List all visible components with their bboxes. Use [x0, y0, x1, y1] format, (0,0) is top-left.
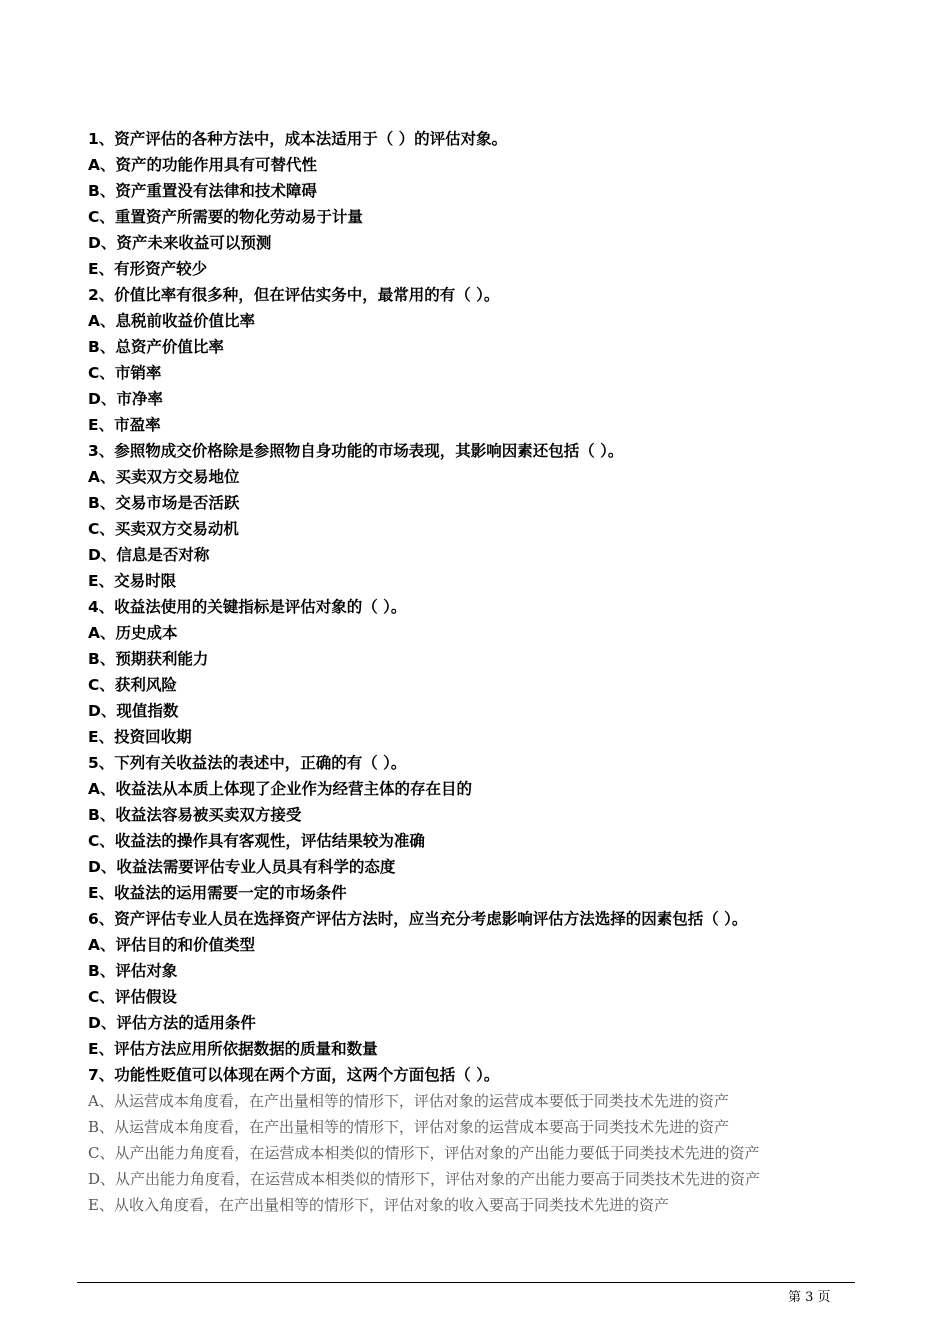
option-text: B、交易市场是否活跃 — [88, 494, 240, 512]
option-text: E、评估方法应用所依据数据的质量和数量 — [88, 1040, 378, 1058]
option-text: D、从产出能力角度看，在运营成本相类似的情形下，评估对象的产出能力要高于同类技术先进的资产 — [88, 1170, 761, 1188]
question-text: 4、收益法使用的关键指标是评估对象的（ ）。 — [88, 598, 407, 616]
option-text: B、资产重置没有法律和技术障碍 — [88, 182, 317, 200]
option-text: C、买卖双方交易动机 — [88, 520, 239, 538]
option-text: C、市销率 — [88, 364, 162, 382]
option-text: D、收益法需要评估专业人员具有科学的态度 — [88, 858, 396, 876]
question-text: 3、参照物成交价格除是参照物自身功能的市场表现，其影响因素还包括（ ）。 — [88, 442, 624, 460]
option-text: D、评估方法的适用条件 — [88, 1014, 256, 1032]
option-text: C、评估假设 — [88, 988, 177, 1006]
footer-divider — [77, 1282, 855, 1283]
option-text: E、投资回收期 — [88, 728, 192, 746]
page-number: 第 3 页 — [788, 1290, 831, 1305]
question-text: 5、下列有关收益法的表述中，正确的有（ ）。 — [88, 754, 407, 772]
option-text: C、重置资产所需要的物化劳动易于计量 — [88, 208, 363, 226]
question-text: 2、价值比率有很多种，但在评估实务中，最常用的有（ ）。 — [88, 286, 500, 304]
option-text: A、资产的功能作用具有可替代性 — [88, 156, 317, 174]
option-text: C、收益法的操作具有客观性，评估结果较为准确 — [88, 832, 425, 850]
option-text: A、息税前收益价值比率 — [88, 312, 255, 330]
option-text: C、获利风险 — [88, 676, 177, 694]
option-text: D、信息是否对称 — [88, 546, 210, 564]
question-text: 6、资产评估专业人员在选择资产评估方法时，应当充分考虑影响评估方法选择的因素包括（ ）。 — [88, 910, 748, 928]
option-text: A、从运营成本角度看，在产出量相等的情形下，评估对象的运营成本要低于同类技术先进的资产 — [88, 1092, 729, 1110]
question-text: 1、资产评估的各种方法中，成本法适用于（ ）的评估对象。 — [88, 130, 508, 148]
option-text: E、交易时限 — [88, 572, 177, 590]
option-text: B、评估对象 — [88, 962, 178, 980]
option-text: B、总资产价值比率 — [88, 338, 224, 356]
option-text: A、收益法从本质上体现了企业作为经营主体的存在目的 — [88, 780, 472, 798]
question-text: 7、功能性贬值可以体现在两个方面，这两个方面包括（ ）。 — [88, 1066, 500, 1084]
option-text: E、市盈率 — [88, 416, 161, 434]
option-text: A、历史成本 — [88, 624, 178, 642]
document-body — [88, 126, 878, 1218]
option-text: B、收益法容易被买卖双方接受 — [88, 806, 302, 824]
option-text: D、资产未来收益可以预测 — [88, 234, 272, 252]
option-text: B、预期获利能力 — [88, 650, 209, 668]
option-text: E、收益法的运用需要一定的市场条件 — [88, 884, 347, 902]
option-text: A、评估目的和价值类型 — [88, 936, 255, 954]
option-text: E、有形资产较少 — [88, 260, 208, 278]
option-text: D、现值指数 — [88, 702, 179, 720]
option-text: E、从收入角度看，在产出量相等的情形下，评估对象的收入要高于同类技术先进的资产 — [88, 1196, 669, 1214]
option-text: C、从产出能力角度看，在运营成本相类似的情形下，评估对象的产出能力要低于同类技术先进的资产 — [88, 1144, 760, 1162]
option-text: B、从运营成本角度看，在产出量相等的情形下，评估对象的运营成本要高于同类技术先进的资产 — [88, 1118, 730, 1136]
option-text: A、买卖双方交易地位 — [88, 468, 240, 486]
option-text: D、市净率 — [88, 390, 163, 408]
